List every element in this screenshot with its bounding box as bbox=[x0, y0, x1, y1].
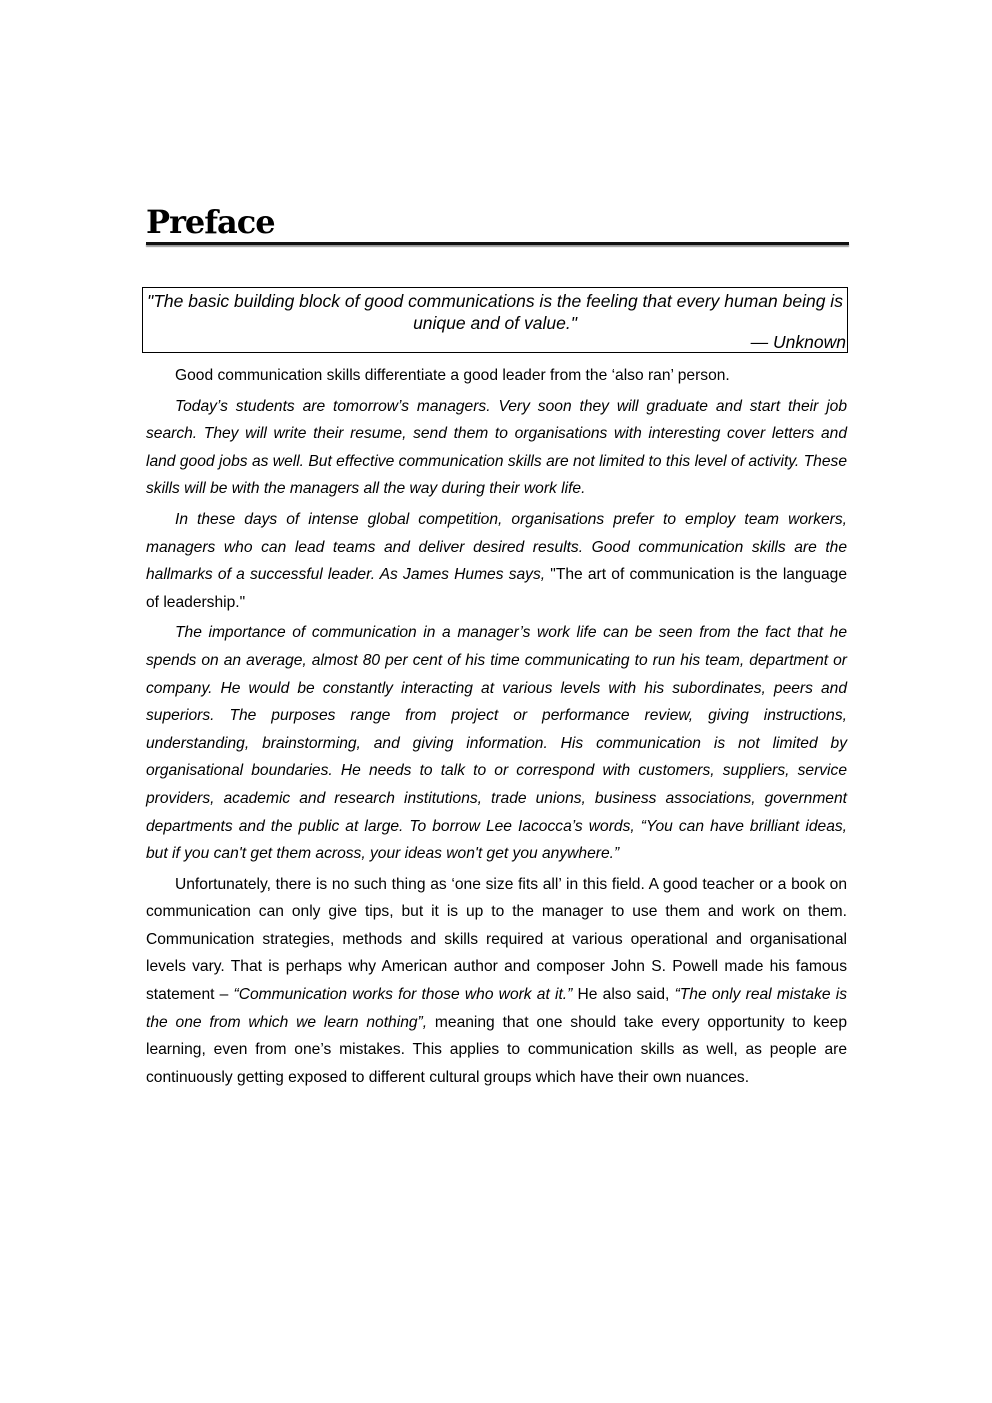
paragraph-5-text-2: He also said, bbox=[572, 986, 675, 1004]
epigraph-box bbox=[142, 287, 848, 353]
powell-quote-1: “Communication works for those who work at it.” bbox=[233, 986, 573, 1004]
epigraph-author: — Unknown bbox=[750, 332, 846, 352]
paragraph-3 bbox=[146, 506, 847, 616]
paragraph-2: Today’s students are tomorrow’s managers. Very soon they will graduate and start their job search. They will write their resume, send them to organisations with interesting cover letters and land good jobs as well. But effective communication skills are not limited to this level of activity. These skills will be with the managers all the way during their work life. bbox=[146, 397, 847, 498]
body-text bbox=[146, 362, 847, 1094]
page-title: Preface bbox=[146, 203, 275, 241]
paragraph-3-text: In these days of intense global competition, organisations prefer to employ team workers, managers who can lead teams and deliver desired results. Good communication skills are the hallmarks of a successful leader. As James Humes says, bbox=[146, 510, 847, 584]
paragraph-5-text-3: meaning that one should take every opportunity to keep learning, even from one’s mistakes. This applies to communication skills as well, as people are continuously getting exposed to different cultural groups which have their own nuances. bbox=[146, 1013, 847, 1086]
powell-quote-2: “The only real mistake is the one from which we learn nothing”, bbox=[146, 986, 848, 1031]
epigraph-text: "The basic building block of good communications is the feeling that every human being is unique and of value." bbox=[147, 291, 843, 333]
paragraph-5 bbox=[146, 871, 847, 1092]
paragraph-4: The importance of communication in a manager’s work life can be seen from the fact that he spends on an average, almost 80 per cent of his time communicating to run his team, department or company. He would be constantly interacting at various levels with his subordinates, peers and superiors. The purposes range from project or performance review, giving instructions, understanding, brainstorming, and giving information. His communication is not limited by organisational boundaries. He needs to talk to or correspond with customers, suppliers, service providers, academic and research institutions, trade unions, business associations, government departments and the public at large. To borrow Lee Iacocca’s words, “You can have brilliant ideas, but if you can't get them across, your ideas won't get you anywhere.” bbox=[146, 624, 847, 863]
title-divider bbox=[146, 242, 849, 245]
paragraph-1: Good communication skills differentiate a good leader from the ‘also ran’ person. bbox=[175, 367, 730, 384]
paragraph-5-text: Unfortunately, there is no such thing as ‘one size fits all’ in this field. A good teacher or a book on communication can only give tips, but it is up to the manager to use them and work on them. Communication strategies, methods and skills required at various operational and organisational levels vary. That is perhaps why American author and composer John S. Powell made his famous statement – bbox=[146, 875, 847, 1004]
humes-quote: "The art of communication is the language of leadership." bbox=[146, 566, 847, 611]
